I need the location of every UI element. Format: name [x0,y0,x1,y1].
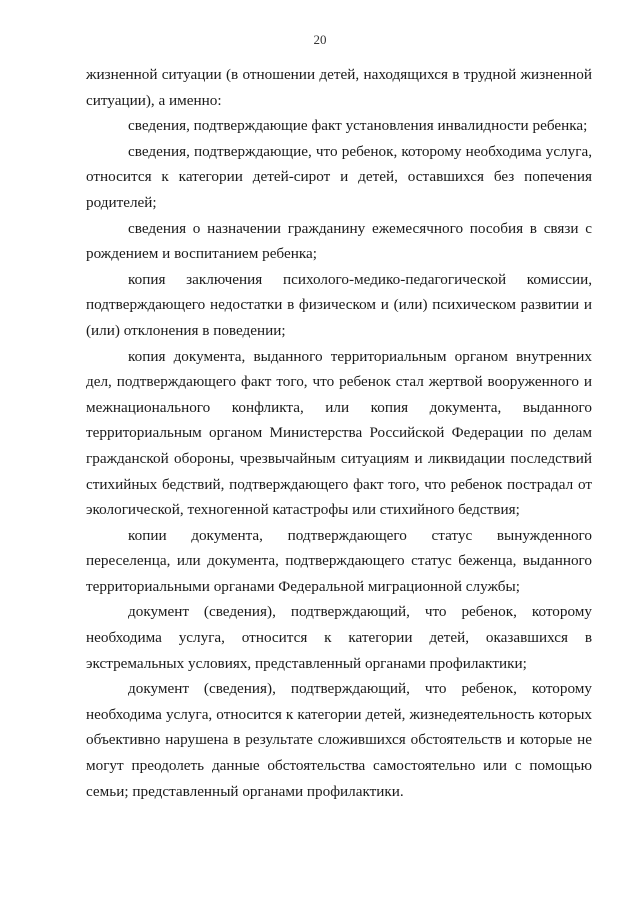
document-body [86,62,592,804]
paragraph-refugee: копии документа, подтверждающего статус вынужденного переселенца, или документа, подтверждающего статус беженца, выданного территориальными органами Федеральной миграционной службы; [86,526,592,595]
paragraph-pmpk: копия заключения психолого-медико-педагогической комиссии, подтверждающего недостатки в физическом и (или) психическом развитии и (или) отклонения в поведении; [86,270,592,339]
paragraph-continuation: жизненной ситуации (в отношении детей, находящихся в трудной жизненной ситуации), а именно: [86,66,592,109]
paragraph-conflict-victim: копия документа, выданного территориальным органом внутренних дел, подтверждающего факт того, что ребенок стал жертвой вооруженного и межнационального конфликта, или копия документа, выданного территориальным органом Министерства Российской Федерации по делам гражданской обороны, чрезвычайным ситуациям и ликвидации последствий стихийных бедствий, подтверждающего факт того, что ребенок пострадал от экологической, техногенной катастрофы или стихийного бедствия; [86,347,592,519]
paragraph-orphans: сведения, подтверждающие, что ребенок, которому необходима услуга, относится к категории детей-сирот и детей, оставшихся без попечения родителей; [86,142,592,211]
paragraph-extreme-conditions: документ (сведения), подтверждающий, что ребенок, которому необходима услуга, относится к категории детей, оказавшихся в экстремальных условиях, представленный органами профилактики; [86,603,592,672]
paragraph-disrupted-life: документ (сведения), подтверждающий, что ребенок, которому необходима услуга, относится к категории детей, жизнедеятельность которых объективно нарушена в результате сложившихся обстоятельств и которые не могут преодолеть данные обстоятельства самостоятельно или с помощью семьи; представленный органами профилактики. [86,680,592,800]
paragraph-disability: сведения, подтверждающие факт установления инвалидности ребенка; [128,117,588,135]
page-number: 20 [313,32,327,47]
paragraph-allowance: сведения о назначении гражданину ежемесячного пособия в связи с рождением и воспитанием ребенка; [86,219,592,263]
